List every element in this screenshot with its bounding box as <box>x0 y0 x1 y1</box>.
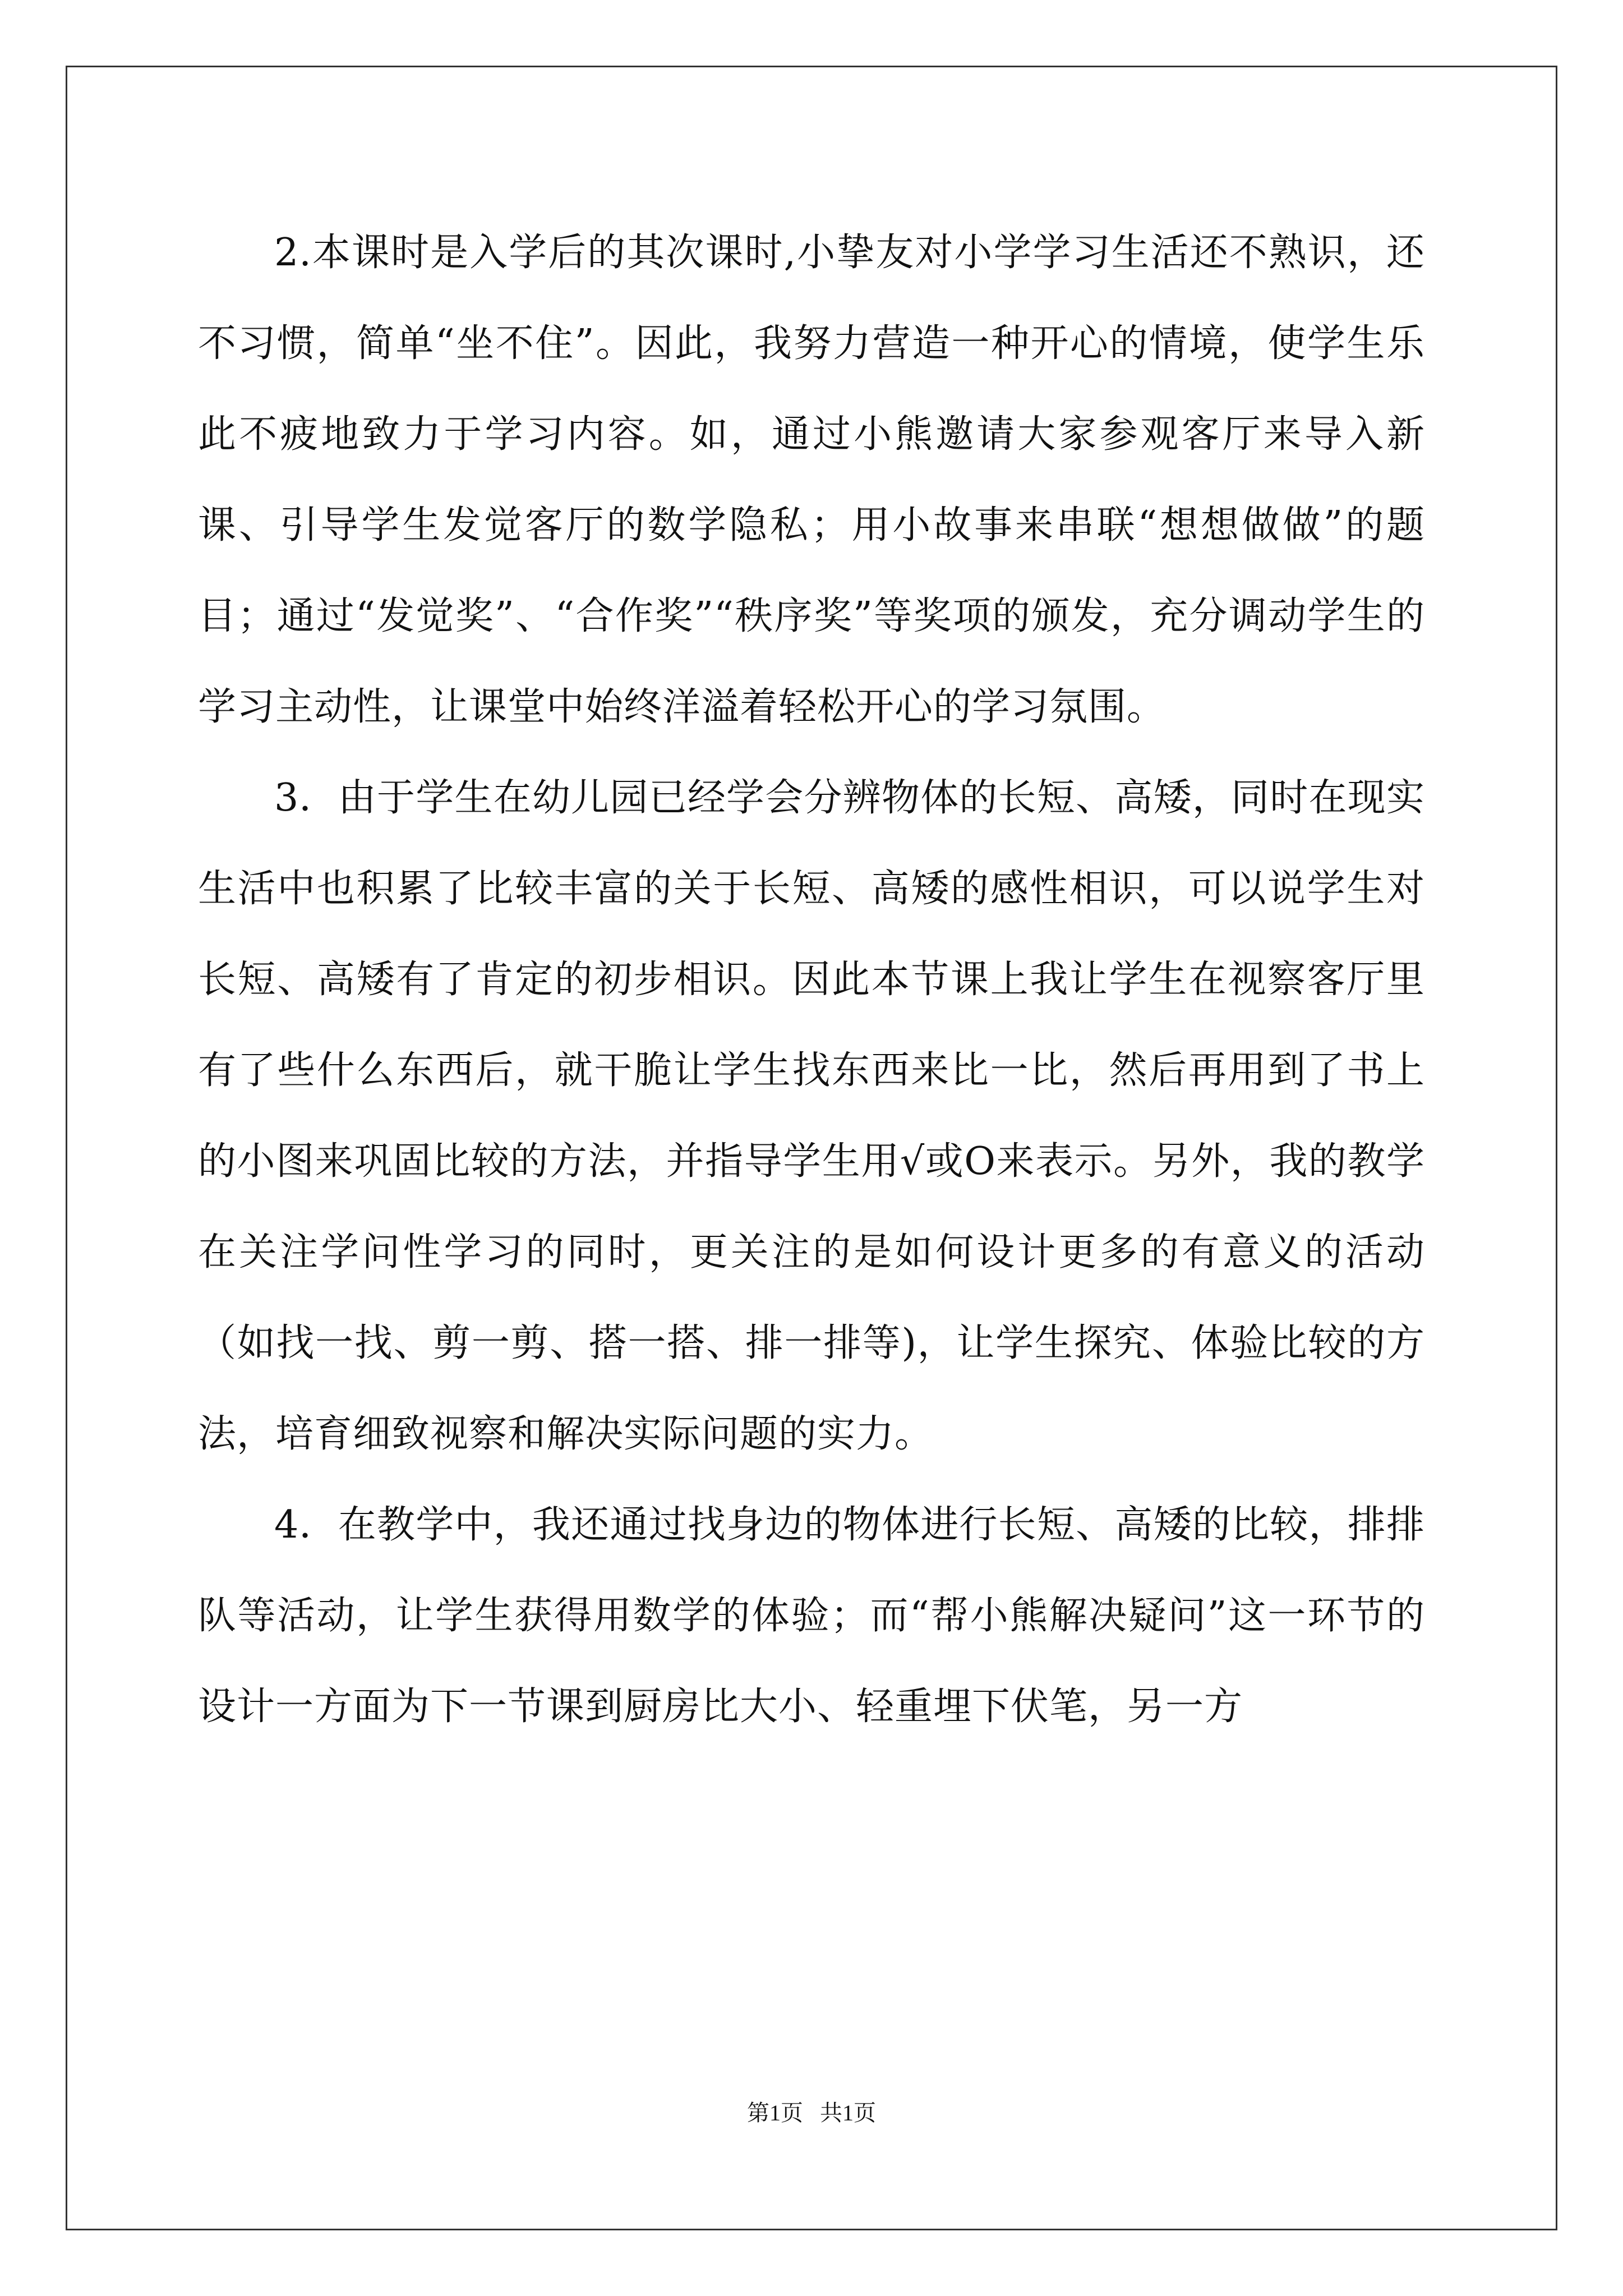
paragraph-4: 4．在教学中，我还通过找身边的物体进行长短、高矮的比较，排排队等活动，让学生获得用数学的体验；而“帮小熊解决疑问”这一环节的设计一方面为下一节课到厨房比大小、轻重埋下伏笔，另一方 <box>198 1503 1425 1729</box>
paragraph-2: 2.本课时是入学后的其次课时,小挚友对小学学习生活还不熟识，还不习惯，简单“坐不住”。因此，我努力营造一种开心的情境，使学生乐此不疲地致力于学习内容。如，通过小熊邀请大家参观客厅来导入新课、引导学生发觉客厅的数学隐私；用小故事来串联“想想做做”的题目；通过“发觉奖”、“合作奖”“秩序奖”等奖项的颁发，充分调动学生的学习主动性，让课堂中始终洋溢着轻松开心的学习氛围。 <box>198 231 1425 729</box>
page-number: 第1页 <box>747 2100 803 2125</box>
page-footer <box>0 2095 1623 2127</box>
document-body <box>198 208 1425 1752</box>
page-total: 共1页 <box>820 2100 876 2125</box>
paragraph-3: 3．由于学生在幼儿园已经学会分辨物体的长短、高矮，同时在现实生活中也积累了比较丰富的关于长短、高矮的感性相识，可以说学生对长短、高矮有了肯定的初步相识。因此本节课上我让学生在视察客厅里有了些什么东西后，就干脆让学生找东西来比一比，然后再用到了书上的小图来巩固比较的方法，并指导学生用√或O来表示。另外，我的教学在关注学问性学习的同时，更关注的是如何设计更多的有意义的活动（如找一找、剪一剪、搭一搭、排一排等)，让学生探究、体验比较的方法，培育细致视察和解决实际问题的实力。 <box>198 776 1425 1456</box>
